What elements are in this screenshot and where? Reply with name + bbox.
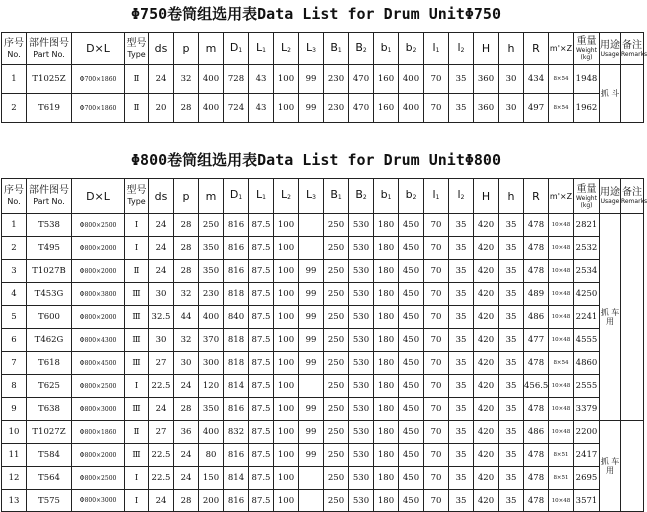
table-row: 11 T584 Φ800×2000 Ⅲ 22.5 24 80 816 87.5 100 99 250 530 180 450 70 35 420 35 478 8×51 2417 (2, 444, 644, 467)
table-header-row: 序号 No. 部件图号 Part No. D×L 型号 Type ds p m $D_1$ $L_1$ $L_2$ $L_3$ $B_1$ $B_2$ $b_1$ $b_2$ $l_1$ $l_2$ H h R m'×Z 重量 Weight (kg) 用途 Usage 备注 Remarks (2, 179, 644, 214)
table-row: 4 T453G Φ800×3800 Ⅲ 30 32 230 818 87.5 100 99 250 530 180 450 70 35 420 35 489 10×48 4250 (2, 283, 644, 306)
drum-unit-800-table (1, 178, 647, 512)
drum-unit-750-table (1, 32, 647, 123)
table-row: 2 T495 Φ800×2000 Ⅰ 24 28 350 816 87.5 100 250 530 180 450 70 35 420 35 478 10×48 2532 (2, 237, 644, 260)
usage-cell: 抓 斗 (600, 65, 621, 123)
table-row: 1 T1025Z Φ700×1860 Ⅱ 24 32 400 728 43 100 99 230 470 160 400 70 35 360 30 434 8×54 1948 抓 斗 (2, 65, 644, 94)
table-row: 9 T638 Φ800×3000 Ⅲ 24 28 350 816 87.5 100 99 250 530 180 450 70 35 420 35 478 10×48 3379 (2, 398, 644, 421)
table-row: 3 T1027B Φ800×2000 Ⅱ 24 28 350 816 87.5 100 99 250 530 180 450 70 35 420 35 478 10×48 2534 (2, 260, 644, 283)
table-row: 7 T618 Φ800×4500 Ⅲ 27 30 300 818 87.5 100 99 250 530 180 450 70 35 420 35 478 8×54 4860 (2, 352, 644, 375)
table-row: 1 T538 Φ800×2500 Ⅰ 24 28 250 816 87.5 100 250 530 180 450 70 35 420 35 478 10×48 2821 抓 车用 (2, 214, 644, 237)
table-row: 12 T564 Φ800×2500 Ⅰ 22.5 24 150 814 87.5 100 250 530 180 450 70 35 420 35 478 8×51 2695 (2, 467, 644, 490)
table-row: 8 T625 Φ800×2500 Ⅰ 22.5 24 120 814 87.5 100 250 530 180 450 70 35 420 35 456.5 10×48 2555 (2, 375, 644, 398)
table2-title: Φ800卷筒组选用表Data List for Drum UnitΦ800 (131, 151, 501, 169)
table1-title: Φ750卷筒组选用表Data List for Drum UnitΦ750 (131, 5, 501, 23)
table-row: 6 T462G Φ800×4300 Ⅲ 30 32 370 818 87.5 100 99 250 530 180 450 70 35 420 35 477 10×48 4555 (2, 329, 644, 352)
table-header-row: 序号 No. 部件图号 Part No. D×L 型号 Type ds p m $D_1$ $L_1$ $L_2$ $L_3$ $B_1$ $B_2$ $b_1$ $b_2$ $l_1$ $l_2$ H h R m'×Z 重量 Weight (kg) 用途 Usage 备注 Remarks (2, 33, 644, 65)
table-row: 2 T619 Φ700×1860 Ⅱ 20 28 400 724 43 100 99 230 470 160 400 70 35 360 30 497 8×54 1962 (2, 94, 644, 123)
table-row: 10 T1027Z Φ800×1860 Ⅱ 27 36 400 832 87.5 100 99 250 530 180 450 70 35 420 35 486 10×48 2200 抓 车用 (2, 421, 644, 444)
table-row: 13 T575 Φ800×3000 Ⅰ 24 28 200 816 87.5 100 250 530 180 450 70 35 420 35 478 10×48 3571 (2, 490, 644, 512)
table-row: 5 T600 Φ800×2000 Ⅲ 32.5 44 400 840 87.5 100 99 250 530 180 450 70 35 420 35 486 10×48 2241 (2, 306, 644, 329)
usage-cell: 抓 车用 (600, 421, 621, 512)
usage-cell: 抓 车用 (600, 214, 621, 421)
